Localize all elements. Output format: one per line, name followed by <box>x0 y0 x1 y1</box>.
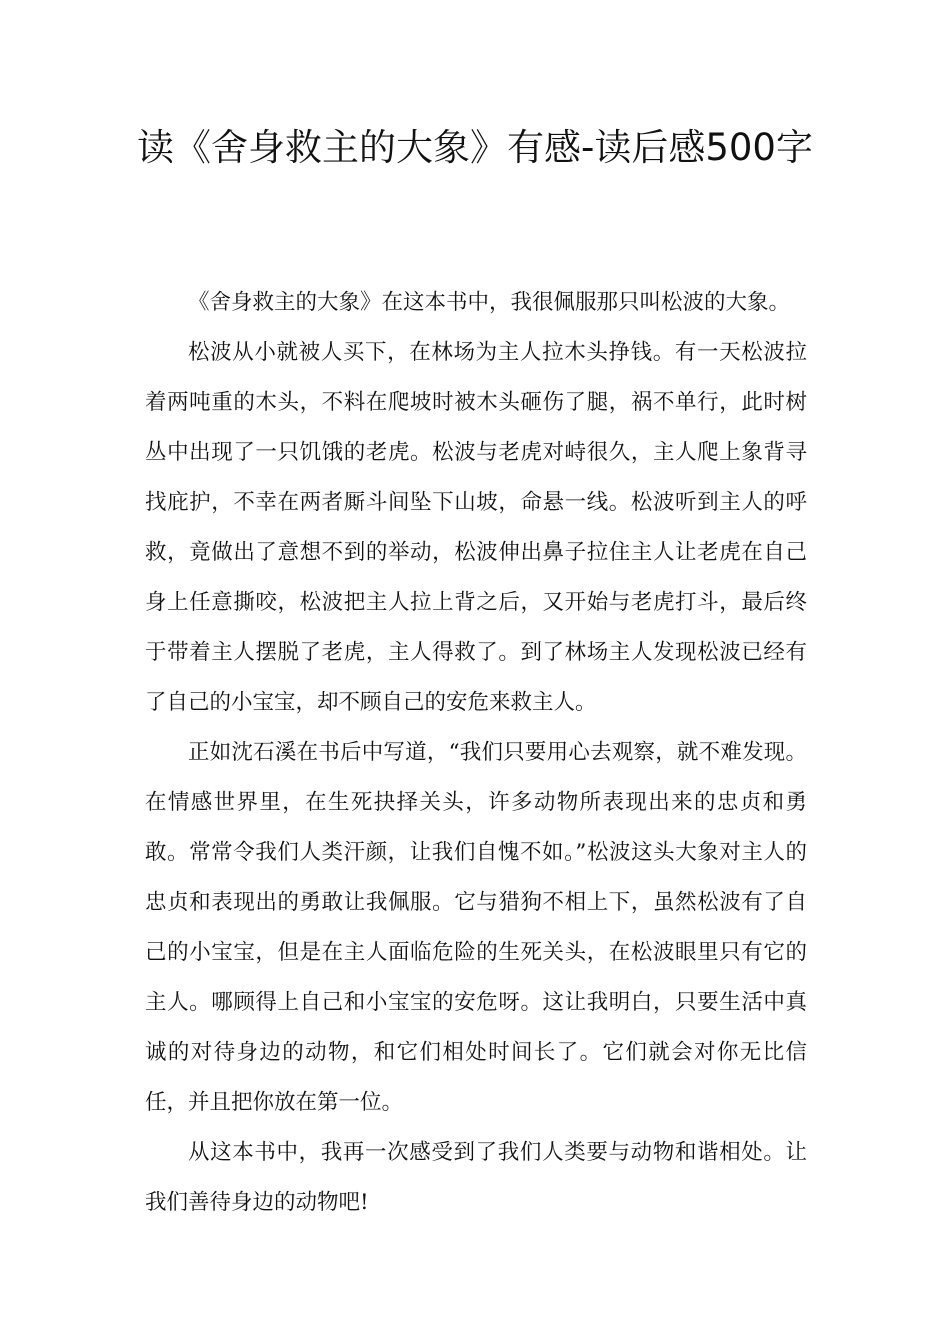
document-title: 读《舍身救主的大象》有感-读后感500字 <box>137 126 813 169</box>
paragraph-story: 松波从小就被人买下，在林场为主人拉木头挣钱。有一天松波拉着两吨重的木头，不料在爬坡时被木头砸伤了腿，祸不单行，此时树丛中出现了一只饥饿的老虎。松波与老虎对峙很久，主人爬上象背寻找庇护，不幸在两者厮斗间坠下山坡，命悬一线。松波听到主人的呼救，竟做出了意想不到的举动，松波伸出鼻子拉住主人让老虎在自己身上任意撕咬，松波把主人拉上背之后，又开始与老虎打斗，最后终于带着主人摆脱了老虎，主人得救了。到了林场主人发现松波已经有了自己的小宝宝，却不顾自己的安危来救主人。 <box>145 340 807 715</box>
paragraph-intro: 《舍身救主的大象》在这本书中，我很佩服那只叫松波的大象。 <box>188 290 791 315</box>
paragraph-reflection: 正如沈石溪在书后中写道，“我们只要用心去观察，就不难发现。在情感世界里，在生死抉择关头，许多动物所表现出来的忠贞和勇敢。常常令我们人类汗颜，让我们自愧不如。”松波这头大象对主人的忠贞和表现出的勇敢让我佩服。它与猎狗不相上下，虽然松波有了自己的小宝宝，但是在主人面临危险的生死关头，在松波眼里只有它的主人。哪顾得上自己和小宝宝的安危呀。这让我明白，只要生活中真诚的对待身边的动物，和它们相处时间长了。它们就会对你无比信任，并且把你放在第一位。 <box>145 740 807 1115</box>
document-body <box>145 278 807 1228</box>
paragraph-conclusion: 从这本书中，我再一次感受到了我们人类要与动物和谐相处。让我们善待身边的动物吧! <box>145 1140 807 1215</box>
